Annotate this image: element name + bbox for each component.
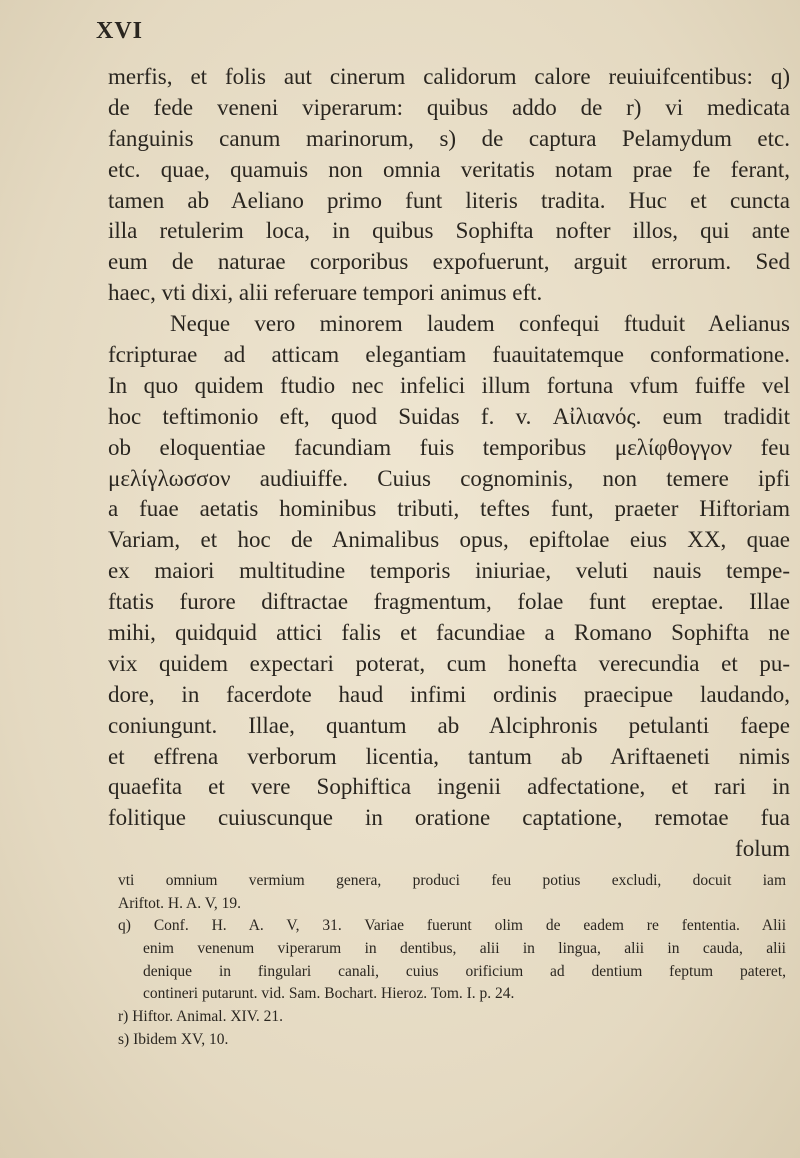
text-line: folitique cuiuscunque in oratione captatione, remotae fua	[108, 805, 790, 831]
text-line: ob eloquentiae facundiam fuis temporibus μελίφθογγον feu	[108, 434, 790, 460]
footnote-line: vti omnium vermium genera, produci feu potius excludi, docuit iam	[118, 872, 786, 889]
text-line: illa retulerim loca, in quibus Sophifta nofter illos, qui ante	[108, 218, 790, 244]
main-text-block	[108, 62, 790, 865]
text-line: fanguinis canum marinorum, s) de captura Pelamydum etc.	[108, 125, 790, 151]
text-line: ex maiori multitudine temporis iniuriae, veluti nauis tempe-	[108, 558, 790, 584]
text-line: μελίγλωσσον audiuiffe. Cuius cognominis, non temere ipfi	[108, 465, 790, 491]
text-line: mihi, quidquid attici falis et facundiae a Romano Sophifta ne	[108, 620, 790, 646]
footnote-line: denique in fingulari canali, cuius orificium ad dentium feptum pateret,	[143, 962, 786, 980]
text-line: etc. quae, quamuis non omnia veritatis notam prae fe ferant,	[108, 156, 790, 182]
text-line: de fede veneni viperarum: quibus addo de r) vi medicata	[108, 94, 790, 120]
catchword: folum	[735, 836, 790, 862]
text-line: ftatis furore diftractae fragmentum, folae funt ereptae. Illae	[108, 589, 790, 615]
text-line: dore, in facerdote haud infimi ordinis praecipue laudando,	[108, 681, 790, 707]
text-line: fcripturae ad atticam elegantiam fuauitatemque conformatione.	[108, 342, 790, 368]
text-line: In quo quidem ftudio nec infelici illum fortuna vfum fuiffe vel	[108, 372, 790, 398]
footnote-line: enim venenum viperarum in dentibus, alii in lingua, alii in cauda, alii	[143, 940, 786, 958]
text-line: coniungunt. Illae, quantum ab Alciphronis petulanti faepe	[108, 712, 790, 738]
text-line: eum de naturae corporibus expofuerunt, arguit errorum. Sed	[108, 249, 790, 275]
text-line: a fuae aetatis hominibus tributi, teftes funt, praeter Hiftoriam	[108, 496, 790, 522]
footnote-line: Ariftot. H. A. V, 19.	[118, 894, 242, 912]
text-line: Variam, et hoc de Animalibus opus, epiftolae eius XX, quae	[108, 527, 790, 553]
text-line: Neque vero minorem laudem confequi ftuduit Aelianus	[170, 311, 790, 337]
text-line: merfis, et folis aut cinerum calidorum calore reuiuifcentibus: q)	[108, 64, 790, 89]
text-line: tamen ab Aeliano primo funt literis tradita. Huc et cuncta	[108, 187, 790, 213]
page-number: XVI	[96, 18, 144, 44]
text-line: hoc teftimonio eft, quod Suidas f. v. Αἰλιανός. eum tradidit	[108, 403, 790, 429]
footnote-line: contineri putarunt. vid. Sam. Bochart. Hieroz. Tom. I. p. 24.	[143, 985, 515, 1003]
text-line: vix quidem expectari poterat, cum honefta verecundia et pu-	[108, 650, 790, 676]
text-line: et effrena verborum licentia, tantum ab Ariftaeneti nimis	[108, 743, 790, 769]
footnote-q: q) Conf. H. A. V, 31. Variae fuerunt olim de eadem re fententia. Alii	[118, 917, 786, 935]
footnote-r: r) Hiftor. Animal. XIV. 21.	[118, 1008, 284, 1026]
footnote-s: s) Ibidem XV, 10.	[118, 1030, 229, 1048]
footnotes-block	[118, 870, 786, 1052]
text-line: haec, vti dixi, alii referuare tempori animus eft.	[108, 280, 543, 306]
text-line: quaefita et vere Sophiftica ingenii adfectatione, et rari in	[108, 774, 790, 800]
